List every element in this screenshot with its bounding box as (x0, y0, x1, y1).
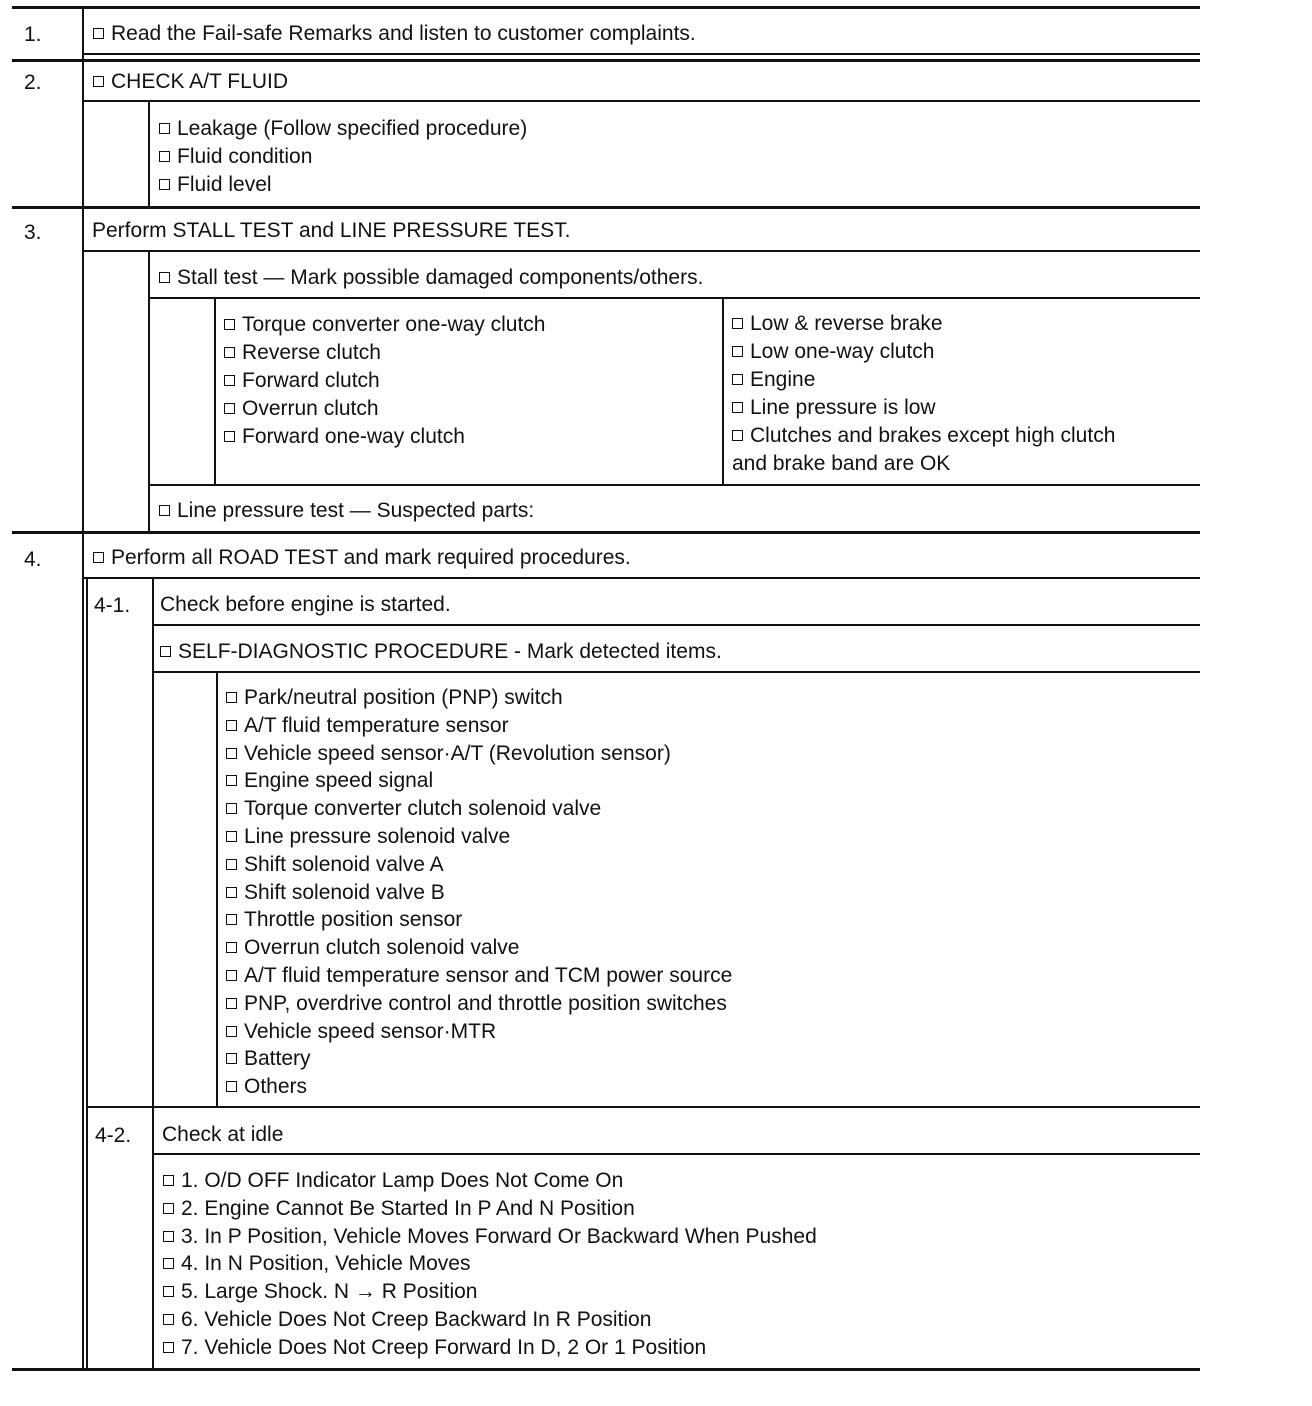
subsection-title: Check before engine is started. (160, 593, 451, 616)
checklist-item[interactable] (226, 684, 732, 712)
checkbox-icon[interactable] (226, 775, 237, 786)
item-label: Stall test — Mark possible damaged components/others. (177, 266, 704, 289)
item-label: 7. Vehicle Does Not Creep Forward In D, 2 Or 1 Position (181, 1335, 707, 1359)
item-label: 1. O/D OFF Indicator Lamp Does Not Come On (181, 1169, 624, 1192)
checklist-item[interactable] (163, 1167, 817, 1195)
rule-row (12, 531, 1200, 534)
checklist-group (224, 311, 546, 451)
checklist-item[interactable] (224, 367, 546, 395)
subsection-title: Check at idle (162, 1123, 284, 1146)
item-label: CHECK A/T FLUID (111, 70, 288, 93)
checkbox-icon[interactable] (163, 1203, 174, 1214)
item-label: 2. Engine Cannot Be Started In P And N Position (181, 1196, 635, 1220)
checklist-item[interactable] (224, 311, 546, 339)
item-label: Shift solenoid valve A (244, 852, 444, 876)
checklist-item[interactable] (224, 395, 546, 423)
checkbox-icon[interactable] (163, 1342, 174, 1353)
item-label: Line pressure solenoid valve (244, 824, 511, 848)
checklist-item[interactable] (732, 310, 1115, 338)
item-label: Line pressure is low (750, 396, 936, 419)
item-label: Line pressure test — Suspected parts: (177, 499, 535, 522)
rule-vertical (152, 577, 154, 1371)
item-label: Battery (244, 1047, 311, 1071)
checklist-group (163, 1167, 817, 1362)
checklist-item[interactable] (226, 823, 732, 851)
checklist-item[interactable] (159, 143, 527, 171)
item-label: Fluid level (177, 173, 272, 196)
checkbox-icon[interactable] (732, 402, 743, 413)
checklist-group (732, 310, 1115, 478)
rule (152, 624, 1200, 626)
checkbox-icon[interactable] (159, 123, 170, 134)
checklist-item[interactable] (226, 1045, 732, 1073)
checklist-group (226, 684, 732, 1101)
checkbox-icon[interactable] (226, 748, 237, 759)
row-number: 4. (24, 548, 42, 571)
checkbox-icon[interactable] (226, 803, 237, 814)
item-label: Read the Fail-safe Remarks and listen to customer complaints. (111, 22, 696, 45)
item-label: Shift solenoid valve B (244, 880, 445, 904)
item-label: Torque converter one-way clutch (242, 313, 546, 336)
checkbox-icon[interactable] (226, 831, 237, 842)
checklist-item[interactable] (226, 934, 732, 962)
item-label: 4. In N Position, Vehicle Moves (181, 1252, 471, 1276)
checklist-item[interactable] (159, 171, 527, 199)
rule-vertical (148, 100, 150, 208)
checkbox-icon[interactable] (226, 914, 237, 925)
checkbox-icon[interactable] (93, 28, 104, 39)
checklist-item[interactable] (226, 712, 732, 740)
item-label: Leakage (Follow specified procedure) (177, 117, 528, 140)
checkbox-icon[interactable] (226, 859, 237, 870)
rule-row (12, 59, 1200, 62)
rule-vertical (214, 297, 216, 486)
checklist-item[interactable] (160, 638, 722, 666)
item-label: A/T fluid temperature sensor and TCM power source (244, 963, 733, 987)
rule-bottom (12, 1368, 1200, 1371)
checkbox-icon[interactable] (732, 430, 743, 441)
checklist-item[interactable] (93, 68, 288, 96)
checkbox-icon[interactable] (226, 692, 237, 703)
subsection-number: 4-2. (95, 1124, 132, 1147)
checkbox-icon[interactable] (159, 272, 170, 283)
checklist-item[interactable] (163, 1223, 817, 1251)
checkbox-icon[interactable] (732, 318, 743, 329)
rule-row (12, 206, 1200, 209)
checklist-item[interactable] (163, 1278, 817, 1306)
checklist-item[interactable] (226, 767, 732, 795)
checklist-item[interactable] (163, 1195, 817, 1223)
checkbox-icon[interactable] (163, 1314, 174, 1325)
checkbox-icon[interactable] (226, 720, 237, 731)
row-number: 1. (24, 23, 42, 46)
checkbox-icon[interactable] (224, 347, 235, 358)
checkbox-icon[interactable] (226, 1026, 237, 1037)
item-label: Others (244, 1075, 308, 1099)
item-label: Engine speed signal (244, 769, 434, 793)
rule (84, 100, 1200, 102)
item-label: Engine (750, 368, 816, 391)
rule-vertical (722, 297, 724, 486)
rule-vertical (216, 671, 218, 1108)
checkbox-icon[interactable] (93, 76, 104, 87)
rule (152, 671, 1200, 673)
checkbox-icon[interactable] (224, 319, 235, 330)
rule-vertical (148, 250, 150, 533)
checklist-item[interactable] (163, 1306, 817, 1334)
checkbox-icon[interactable] (226, 942, 237, 953)
checkbox-icon[interactable] (224, 403, 235, 414)
checklist-item[interactable] (226, 795, 732, 823)
item-label: Torque converter clutch solenoid valve (244, 797, 602, 821)
rule (150, 297, 1200, 299)
checklist-item[interactable] (93, 544, 631, 572)
item-label-continued: and brake band are OK (732, 452, 951, 475)
checkbox-icon[interactable] (159, 179, 170, 190)
item-label: PNP, overdrive control and throttle position switches (244, 991, 727, 1015)
item-label: 6. Vehicle Does Not Creep Backward In R Position (181, 1307, 652, 1331)
item-label: Throttle position sensor (244, 908, 463, 932)
item-label: Clutches and brakes except high clutch (750, 424, 1116, 447)
checkbox-icon[interactable] (163, 1175, 174, 1186)
rule (86, 1106, 1200, 1108)
checklist-item[interactable] (224, 339, 546, 367)
checkbox-icon[interactable] (226, 887, 237, 898)
item-label: Overrun clutch solenoid valve (244, 936, 520, 960)
checklist-item[interactable] (732, 366, 1115, 394)
checklist-group (159, 115, 527, 199)
item-label: Reverse clutch (242, 341, 381, 364)
checklist-item[interactable] (226, 990, 732, 1018)
item-label: Forward clutch (242, 369, 380, 392)
checkbox-icon[interactable] (93, 552, 104, 563)
rule (84, 577, 1200, 579)
item-label: Vehicle speed sensor·A/T (Revolution sensor) (244, 741, 671, 765)
rule (150, 484, 1200, 486)
checklist-item[interactable] (163, 1334, 817, 1362)
item-label: 5. Large Shock. N → R Position (181, 1280, 478, 1304)
checklist-item[interactable] (226, 1018, 732, 1046)
item-label: SELF-DIAGNOSTIC PROCEDURE - Mark detected items. (178, 640, 722, 663)
rule-top (12, 6, 1200, 9)
checklist-item[interactable] (159, 264, 703, 292)
row-number: 3. (24, 221, 42, 244)
checkbox-icon[interactable] (163, 1258, 174, 1269)
checkbox-icon[interactable] (224, 375, 235, 386)
rule-vertical (86, 577, 88, 1371)
checklist-item[interactable] (732, 422, 1115, 450)
section-header: Perform STALL TEST and LINE PRESSURE TEST. (92, 219, 571, 242)
checklist-item[interactable] (226, 879, 732, 907)
item-label: Forward one-way clutch (242, 425, 465, 448)
checklist-item[interactable] (163, 1250, 817, 1278)
item-label: Low one-way clutch (750, 340, 935, 363)
checklist-item[interactable] (159, 497, 534, 525)
item-label: Perform all ROAD TEST and mark required procedures. (111, 546, 631, 569)
rule (84, 250, 1200, 252)
checkbox-icon[interactable] (159, 505, 170, 516)
checkbox-icon[interactable] (160, 646, 171, 657)
checkbox-icon[interactable] (226, 998, 237, 1009)
checklist-item[interactable] (159, 115, 527, 143)
checklist-item[interactable] (226, 1073, 732, 1101)
item-label: Park/neutral position (PNP) switch (244, 686, 563, 709)
checklist-item[interactable] (226, 740, 732, 768)
checkbox-icon[interactable] (732, 374, 743, 385)
checkbox-icon[interactable] (163, 1286, 174, 1297)
rule (84, 53, 1200, 55)
checkbox-icon[interactable] (732, 346, 743, 357)
checkbox-icon[interactable] (226, 1053, 237, 1064)
checklist-item[interactable] (226, 851, 732, 879)
subsection-number: 4-1. (94, 594, 131, 617)
item-label: Low & reverse brake (750, 312, 943, 335)
checklist-item[interactable] (93, 20, 696, 48)
item-label: Overrun clutch (242, 397, 379, 420)
checkbox-icon[interactable] (163, 1231, 174, 1242)
item-label: A/T fluid temperature sensor (244, 713, 509, 737)
item-label: Fluid condition (177, 145, 313, 168)
checkbox-icon[interactable] (224, 431, 235, 442)
checklist-item[interactable] (732, 338, 1115, 366)
checklist-item[interactable] (732, 394, 1115, 422)
checkbox-icon[interactable] (226, 1081, 237, 1092)
checkbox-icon[interactable] (159, 151, 170, 162)
rule (152, 1153, 1200, 1155)
checklist-item[interactable] (226, 962, 732, 990)
checklist-item[interactable] (224, 423, 546, 451)
checkbox-icon[interactable] (226, 970, 237, 981)
item-label: Vehicle speed sensor·MTR (244, 1019, 497, 1043)
row-number: 2. (24, 71, 42, 94)
item-label: 3. In P Position, Vehicle Moves Forward Or Backward When Pushed (181, 1224, 817, 1248)
checklist-item[interactable] (226, 906, 732, 934)
rule-vertical (82, 6, 84, 1371)
